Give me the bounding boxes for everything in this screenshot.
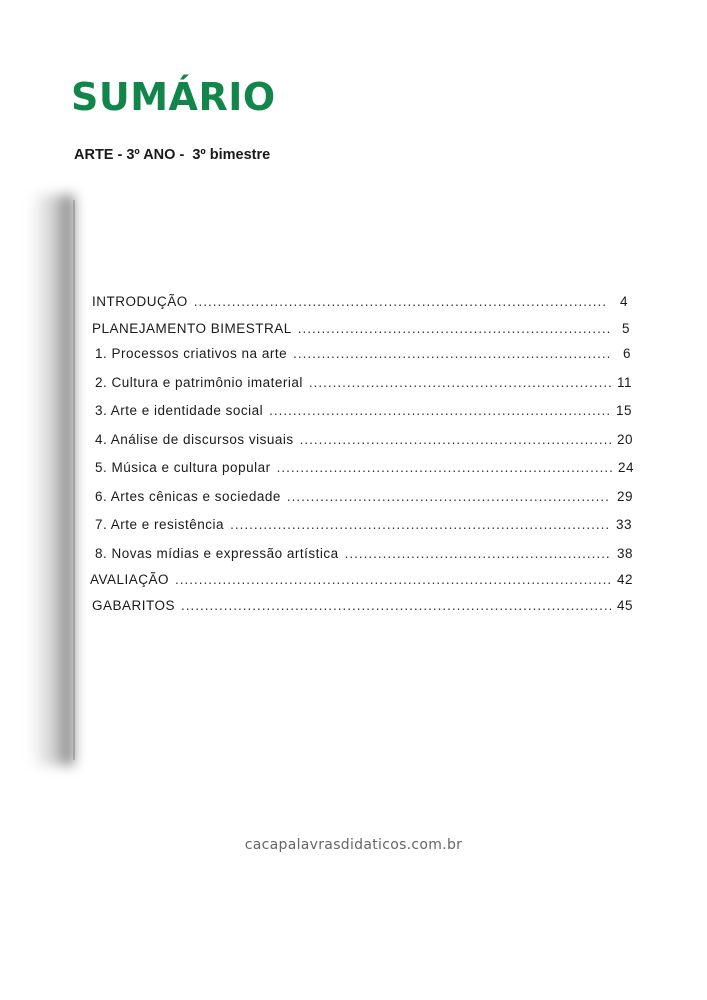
toc-entry-page: 45 xyxy=(616,598,633,613)
toc-entry-avaliacao[interactable] xyxy=(90,572,633,587)
toc-entry-page: 4 xyxy=(619,294,628,309)
toc-entry-page: 24 xyxy=(617,460,634,475)
toc-dot-leader xyxy=(300,432,611,447)
toc-entry-page: 38 xyxy=(616,546,633,561)
toc-entry-label: 4. Análise de discursos visuais xyxy=(95,432,294,447)
page-title: SUMÁRIO xyxy=(71,75,276,119)
toc-entry-page: 5 xyxy=(621,321,630,336)
toc-entry-page: 15 xyxy=(615,403,632,418)
toc-entry-label: 1. Processos criativos na arte xyxy=(95,346,288,361)
toc-dot-leader xyxy=(345,546,611,561)
toc-entry-label: 3. Arte e identidade social xyxy=(95,403,264,418)
toc-entry-label: 5. Música e cultura popular xyxy=(95,460,271,475)
toc-dot-leader xyxy=(309,375,611,390)
toc-dot-leader xyxy=(287,489,611,504)
toc-entry-page: 29 xyxy=(616,489,633,504)
toc-entry-label: AVALIAÇÃO xyxy=(90,572,170,587)
toc-entry-label: PLANEJAMENTO BIMESTRAL xyxy=(92,321,292,336)
toc-entry-chapter-1[interactable] xyxy=(95,346,631,361)
toc-entry-introducao[interactable] xyxy=(92,294,628,309)
toc-entry-chapter-7[interactable] xyxy=(95,517,632,532)
toc-entry-page: 20 xyxy=(616,432,633,447)
toc-entry-label: INTRODUÇÃO xyxy=(92,294,188,309)
page-subtitle: ARTE - 3º ANO - 3º bimestre xyxy=(74,147,271,163)
toc-entry-label: GABARITOS xyxy=(92,598,176,613)
website-footer: cacapalavrasdidaticos.com.br xyxy=(244,837,463,853)
toc-dot-leader xyxy=(277,460,612,475)
toc-entry-chapter-2[interactable] xyxy=(95,375,632,390)
toc-entry-chapter-4[interactable] xyxy=(95,432,633,447)
toc-dot-leader xyxy=(230,517,610,532)
toc-dot-leader xyxy=(194,294,608,309)
toc-dot-leader xyxy=(175,572,611,587)
toc-entry-page: 33 xyxy=(615,517,632,532)
toc-entry-page: 42 xyxy=(616,572,633,587)
toc-entry-chapter-5[interactable] xyxy=(95,460,634,475)
toc-entry-chapter-6[interactable] xyxy=(95,489,633,504)
toc-entry-chapter-3[interactable] xyxy=(95,403,632,418)
toc-entry-label: 2. Cultura e patrimônio imaterial xyxy=(95,375,303,390)
toc-dot-leader xyxy=(298,321,610,336)
toc-entry-label: 6. Artes cênicas e sociedade xyxy=(95,489,281,504)
toc-dot-leader xyxy=(293,346,611,361)
toc-dot-leader xyxy=(181,598,611,613)
toc-entry-chapter-8[interactable] xyxy=(95,546,633,561)
toc-entry-gabaritos[interactable] xyxy=(92,598,633,613)
toc-entry-planejamento[interactable] xyxy=(92,321,630,336)
toc-entry-page: 11 xyxy=(616,375,632,390)
toc-entry-page: 6 xyxy=(622,346,631,361)
toc-entry-label: 7. Arte e resistência xyxy=(95,517,225,532)
toc-entry-label: 8. Novas mídias e expressão artística xyxy=(95,546,339,561)
toc-dot-leader xyxy=(269,403,610,418)
